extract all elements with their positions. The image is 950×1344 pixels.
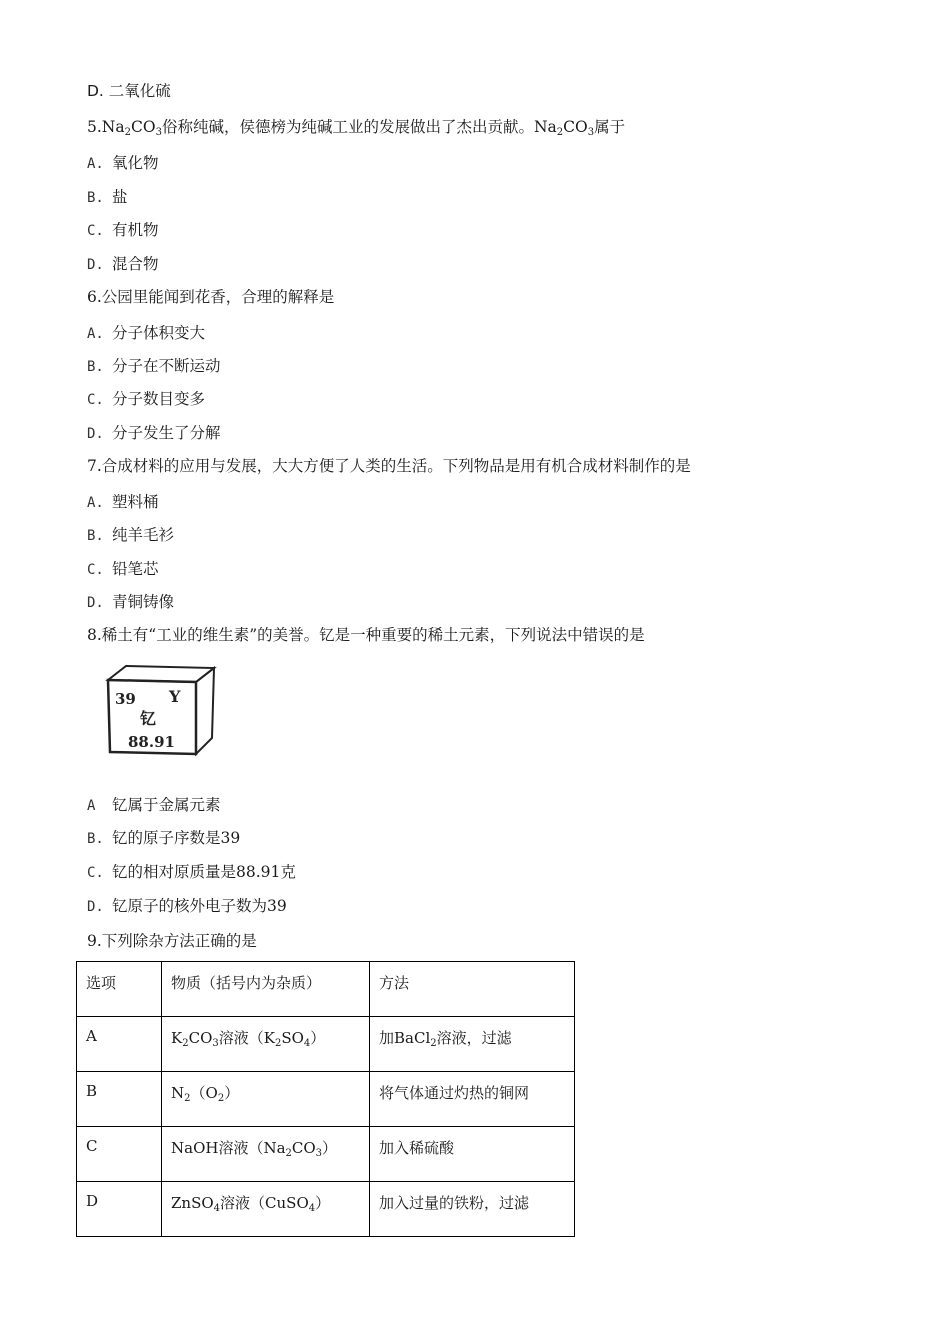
- q8-option-d: D. 钇原子的核外电子数为39: [87, 897, 287, 915]
- q4-option-d: D. 二氧化硫: [87, 82, 171, 100]
- yttrium-element-card: [100, 662, 218, 762]
- q7-option-b: B. 纯羊毛衫: [87, 526, 175, 544]
- q5-option-a: A. 氧化物: [87, 154, 159, 172]
- element-atomic-number: 39: [115, 690, 136, 708]
- table-row: [77, 1072, 575, 1127]
- row-substance: $N_2(O_2)$: [162, 1072, 370, 1127]
- row-substance: NaOH溶液$(Na_2CO_3)$: [162, 1127, 370, 1182]
- row-method: 将气体通过灼热的铜网: [370, 1072, 575, 1127]
- row-substance: $K_2CO_3$溶液$(K_2SO_4)$: [162, 1017, 370, 1072]
- row-method: 加BaCl$_2$溶液，过滤: [370, 1017, 575, 1072]
- q6-stem: 6.公园里能闻到花香，合理的解释是: [87, 288, 335, 306]
- q8-option-b: B. 钇的原子序数是39: [87, 829, 241, 847]
- element-mass: 88.91: [128, 733, 175, 751]
- q9-table: [76, 961, 575, 1237]
- element-name: 钇: [140, 709, 157, 728]
- q5-option-c: C. 有机物: [87, 221, 159, 239]
- row-option: B: [77, 1072, 162, 1127]
- header-substance: 物质（括号内为杂质）: [162, 962, 370, 1017]
- q6-option-a: A. 分子体积变大: [87, 324, 206, 342]
- row-option: D: [77, 1182, 162, 1237]
- q5-option-d: D. 混合物: [87, 255, 159, 273]
- row-substance: ZnSO$_4$溶液（CuSO$_4$）: [162, 1182, 370, 1237]
- q7-option-d: D. 青铜铸像: [87, 593, 175, 611]
- row-method: 加入过量的铁粉，过滤: [370, 1182, 575, 1237]
- q6-option-d: D. 分子发生了分解: [87, 424, 221, 442]
- table-row: [77, 1182, 575, 1237]
- q5-option-b: B. 盐: [87, 188, 128, 206]
- q7-stem: 7.合成材料的应用与发展，大大方便了人类的生活。下列物品是用有机合成材料制作的是: [87, 457, 691, 475]
- table-row: [77, 1127, 575, 1182]
- row-method: 加入稀硫酸: [370, 1127, 575, 1182]
- table-row: [77, 1017, 575, 1072]
- q9-stem: 9.下列除杂方法正确的是: [87, 932, 257, 950]
- q6-option-b: B. 分子在不断运动: [87, 357, 221, 375]
- q5-stem: $5.Na_2CO_3$俗称纯碱，侯德榜为纯碱工业的发展做出了杰出贡献。$Na_2CO_3$属于: [87, 118, 626, 138]
- q8-option-c: C. 钇的相对原质量是88.91克: [87, 863, 296, 881]
- q8-option-a: A 钇属于金属元素: [87, 796, 221, 814]
- q8-stem: 8.稀土有“工业的维生素”的美誉。钇是一种重要的稀土元素，下列说法中错误的是: [87, 626, 645, 644]
- row-option: A: [77, 1017, 162, 1072]
- row-option: C: [77, 1127, 162, 1182]
- table-header-row: [77, 962, 575, 1017]
- header-method: 方法: [370, 962, 575, 1017]
- q6-option-c: C. 分子数目变多: [87, 390, 206, 408]
- header-option: 选项: [77, 962, 162, 1017]
- element-symbol: Y: [169, 687, 181, 706]
- q7-option-a: A. 塑料桶: [87, 493, 159, 511]
- q7-option-c: C. 铅笔芯: [87, 560, 159, 578]
